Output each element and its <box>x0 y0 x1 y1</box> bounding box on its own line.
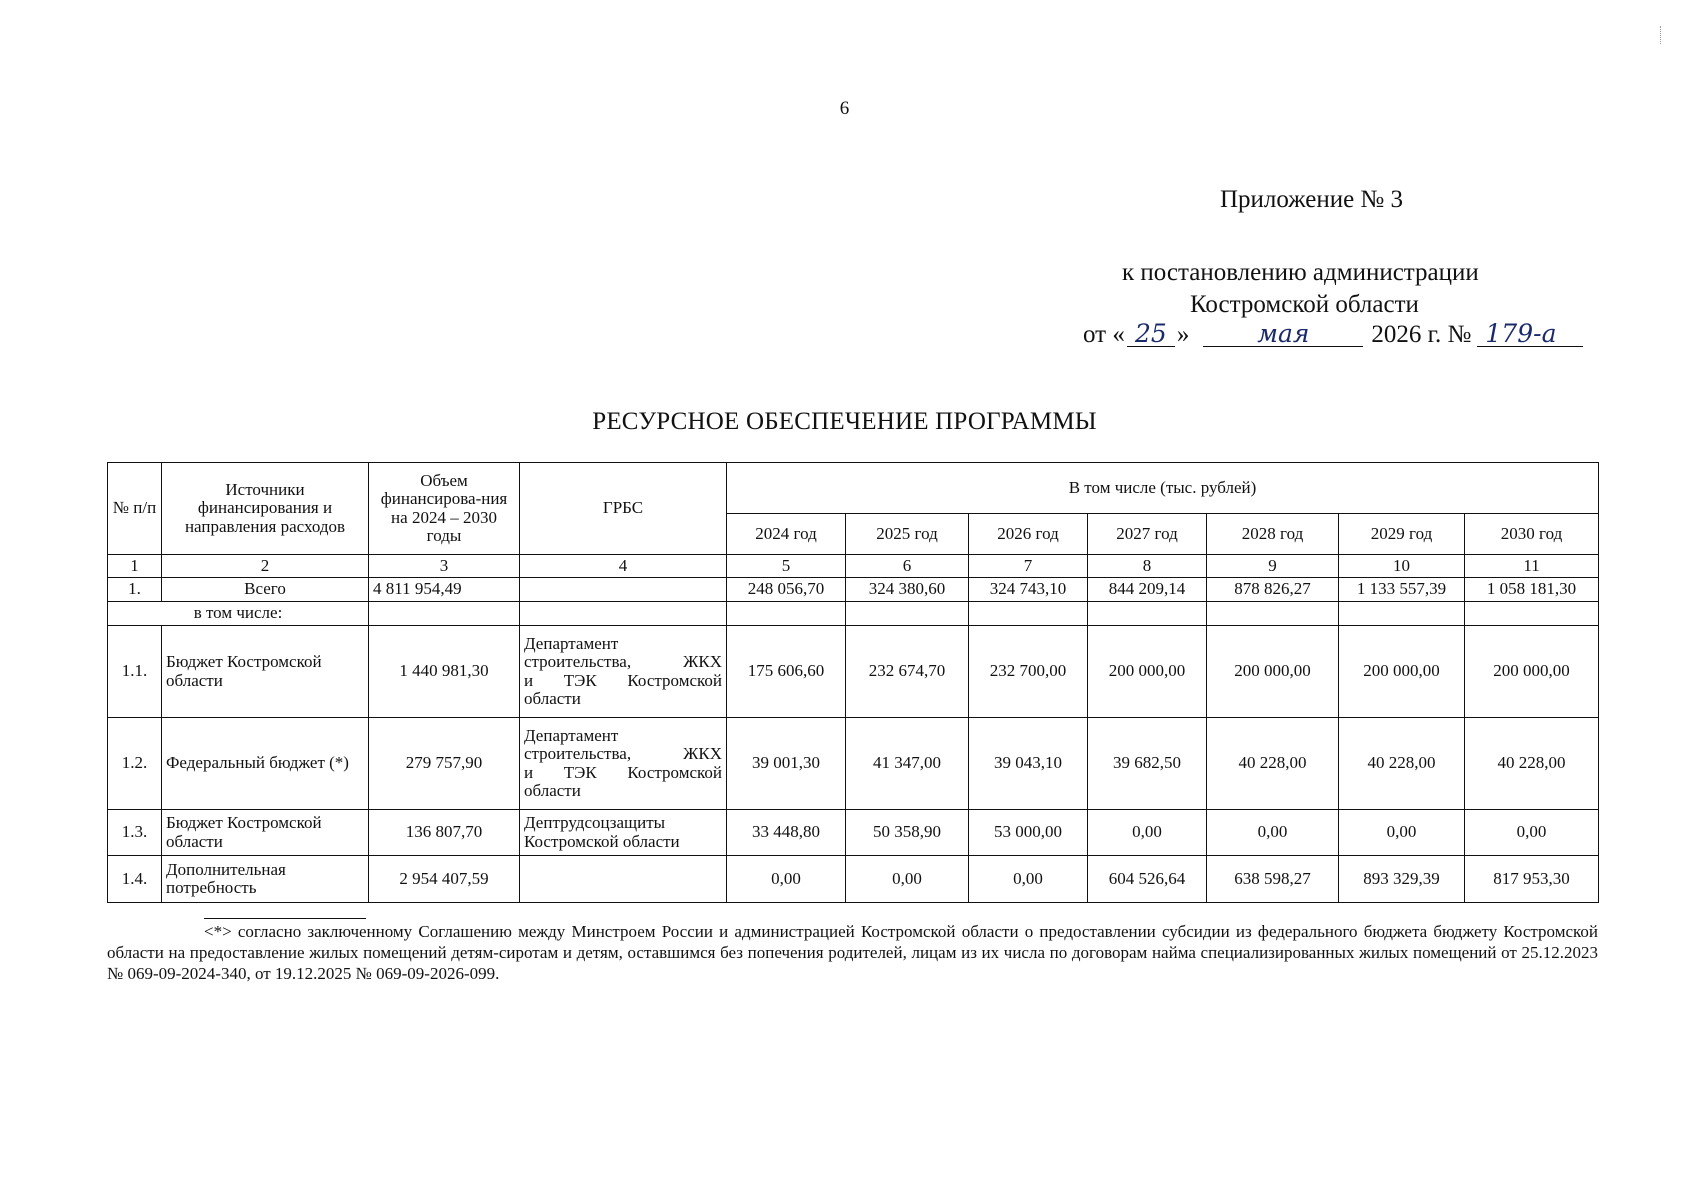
column-number: 11 <box>1465 555 1599 578</box>
column-number: 5 <box>727 555 846 578</box>
row-volume: 1 440 981,30 <box>369 626 520 718</box>
row-label: Федеральный бюджет (*) <box>162 718 369 810</box>
row-value: 0,00 <box>1088 810 1207 856</box>
empty-cell <box>727 602 846 626</box>
header-grbs: ГРБС <box>520 463 727 555</box>
header-year: 2029 год <box>1339 514 1465 555</box>
row-value: 40 228,00 <box>1339 718 1465 810</box>
empty-cell <box>1207 602 1339 626</box>
header-sources: Источники финансирования и направления расходов <box>162 463 369 555</box>
row-value: 50 358,90 <box>846 810 969 856</box>
header-including: В том числе (тыс. рублей) <box>727 463 1599 514</box>
total-row <box>108 578 1599 602</box>
column-number: 6 <box>846 555 969 578</box>
row-grbs <box>520 718 727 810</box>
column-number: 1 <box>108 555 162 578</box>
row-value: 0,00 <box>1207 810 1339 856</box>
column-number: 3 <box>369 555 520 578</box>
column-number: 7 <box>969 555 1088 578</box>
page-number: 6 <box>839 98 850 119</box>
row-number: 1.2. <box>108 718 162 810</box>
data-row <box>108 718 1599 810</box>
including-label: в том числе: <box>108 602 369 626</box>
row-grbs <box>520 626 727 718</box>
row-value: 0,00 <box>846 856 969 903</box>
data-row <box>108 856 1599 903</box>
header-volume: Объем финансирова-ния на 2024 – 2030 годы <box>369 463 520 555</box>
row-value: 232 700,00 <box>969 626 1088 718</box>
header-year: 2024 год <box>727 514 846 555</box>
row-value: 200 000,00 <box>1207 626 1339 718</box>
header-row-1 <box>108 463 1599 514</box>
header-year: 2028 год <box>1207 514 1339 555</box>
row-value: 0,00 <box>969 856 1088 903</box>
row-value: 604 526,64 <box>1088 856 1207 903</box>
row-number: 1.3. <box>108 810 162 856</box>
column-number: 8 <box>1088 555 1207 578</box>
grbs-line: и ТЭК Костромской <box>524 670 722 690</box>
grbs-line: области <box>524 780 581 800</box>
column-number: 4 <box>520 555 727 578</box>
appendix-date-line <box>1083 321 1583 349</box>
row-grbs <box>520 856 727 903</box>
column-numbers-row <box>108 555 1599 578</box>
row-label: Бюджет Костромской области <box>162 626 369 718</box>
date-prefix: от « <box>1083 321 1125 348</box>
footnote-rule <box>204 918 366 919</box>
row-value: 175 606,60 <box>727 626 846 718</box>
row-value: 638 598,27 <box>1207 856 1339 903</box>
footnote: <*> согласно заключенному Соглашению между Минстроем России и администрацией Костромской области о предоставлении субсидии из федерального бюджета бюджету Костромской области на предоставление жилых помещений детям-сиротам и детям, оставшимся без попечения родителей, лицам из их числа по договорам найма специализированных жилых помещений от 25.12.2023 № 069-09-2024-340, от 19.12.2025 № 069-09-2026-099. <box>107 922 1598 984</box>
row-volume: 2 954 407,59 <box>369 856 520 903</box>
row-volume: 4 811 954,49 <box>369 578 520 602</box>
grbs-line: Департамент <box>524 633 619 653</box>
row-volume: 136 807,70 <box>369 810 520 856</box>
row-grbs <box>520 578 727 602</box>
row-value: 324 743,10 <box>969 578 1088 602</box>
empty-cell <box>1088 602 1207 626</box>
row-value: 248 056,70 <box>727 578 846 602</box>
appendix-title: Приложение № 3 <box>1220 186 1404 213</box>
decree-number-handwritten: 179-а <box>1477 321 1583 347</box>
row-value: 41 347,00 <box>846 718 969 810</box>
column-number: 2 <box>162 555 369 578</box>
empty-cell <box>369 602 520 626</box>
including-row <box>108 602 1599 626</box>
empty-cell <box>520 602 727 626</box>
row-volume: 279 757,90 <box>369 718 520 810</box>
empty-cell <box>969 602 1088 626</box>
row-value: 1 133 557,39 <box>1339 578 1465 602</box>
grbs-line: области <box>524 688 581 708</box>
header-year: 2027 год <box>1088 514 1207 555</box>
grbs-line: Дептрудсоцзащиты <box>524 813 666 833</box>
row-value: 200 000,00 <box>1088 626 1207 718</box>
date-day-handwritten: 25 <box>1127 321 1175 347</box>
column-number: 10 <box>1339 555 1465 578</box>
row-value: 0,00 <box>1339 810 1465 856</box>
row-value: 39 001,30 <box>727 718 846 810</box>
header-year: 2030 год <box>1465 514 1599 555</box>
date-month-handwritten: мая <box>1203 321 1363 347</box>
header-year: 2025 год <box>846 514 969 555</box>
row-value: 893 329,39 <box>1339 856 1465 903</box>
row-label: Бюджет Костромской области <box>162 810 369 856</box>
row-value: 53 000,00 <box>969 810 1088 856</box>
row-number: 1.1. <box>108 626 162 718</box>
resources-table <box>107 462 1599 903</box>
row-value: 33 448,80 <box>727 810 846 856</box>
data-row <box>108 626 1599 718</box>
row-grbs <box>520 810 727 856</box>
data-row <box>108 810 1599 856</box>
header-year: 2026 год <box>969 514 1088 555</box>
grbs-line: и ТЭК Костромской <box>524 762 722 782</box>
row-value: 232 674,70 <box>846 626 969 718</box>
row-value: 878 826,27 <box>1207 578 1339 602</box>
header-num: № п/п <box>108 463 162 555</box>
row-value: 1 058 181,30 <box>1465 578 1599 602</box>
row-number: 1. <box>108 578 162 602</box>
appendix-region-text: Костромской области <box>1190 291 1419 318</box>
row-value: 200 000,00 <box>1465 626 1599 718</box>
appendix-to-text: к постановлению администрации <box>1122 259 1479 286</box>
row-value: 0,00 <box>727 856 846 903</box>
date-close-quote: » <box>1176 321 1190 348</box>
row-value: 324 380,60 <box>846 578 969 602</box>
row-value: 817 953,30 <box>1465 856 1599 903</box>
row-value: 200 000,00 <box>1339 626 1465 718</box>
scan-mark <box>1660 26 1665 44</box>
row-value: 39 682,50 <box>1088 718 1207 810</box>
row-value: 0,00 <box>1465 810 1599 856</box>
row-value: 40 228,00 <box>1465 718 1599 810</box>
row-value: 39 043,10 <box>969 718 1088 810</box>
row-label: Дополнительная потребность <box>162 856 369 903</box>
row-label: Всего <box>162 578 369 602</box>
document-heading: РЕСУРСНОЕ ОБЕСПЕЧЕНИЕ ПРОГРАММЫ <box>592 408 1097 435</box>
grbs-line: строительства, ЖКХ <box>524 652 722 672</box>
grbs-line: Департамент <box>524 725 619 745</box>
row-number: 1.4. <box>108 856 162 903</box>
empty-cell <box>1339 602 1465 626</box>
column-number: 9 <box>1207 555 1339 578</box>
grbs-line: Костромской области <box>524 831 680 851</box>
grbs-line: строительства, ЖКХ <box>524 744 722 764</box>
empty-cell <box>846 602 969 626</box>
row-value: 844 209,14 <box>1088 578 1207 602</box>
date-year-text: 2026 г. № <box>1371 321 1472 348</box>
empty-cell <box>1465 602 1599 626</box>
row-value: 40 228,00 <box>1207 718 1339 810</box>
